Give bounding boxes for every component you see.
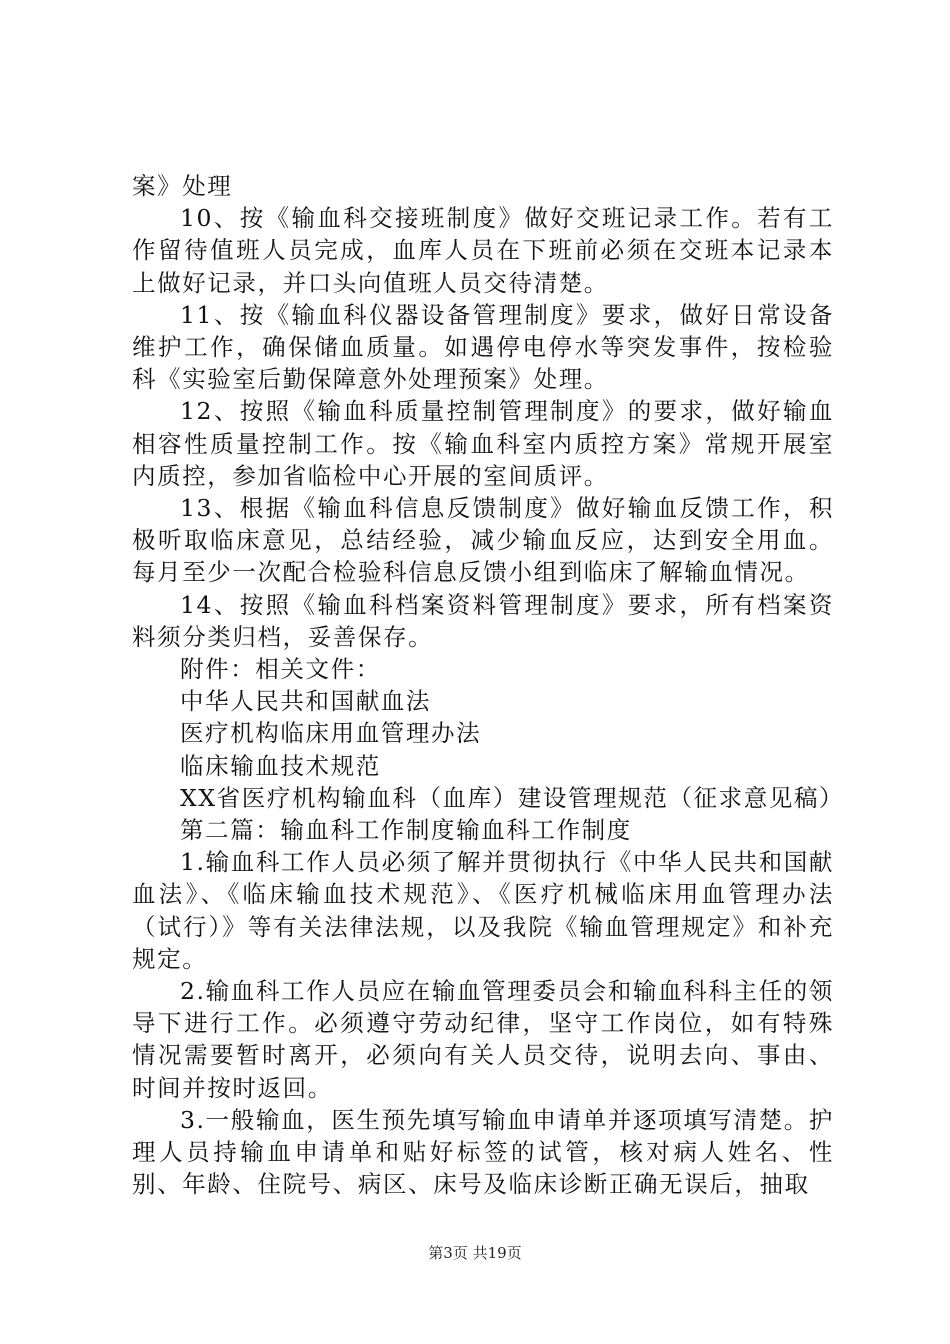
attachment-doc-blood-donation-law: 中华人民共和国献血法 xyxy=(180,687,431,716)
paragraph-rule-3: 3.一般输血，医生预先填写输血申请单并逐项填写清楚。护理人员持输血申请单和贴好标签的试管，核对病人姓名、性别、年龄、住院号、病区、床号及临床诊断正确无误后，抽取 xyxy=(132,1105,834,1199)
attachment-doc-clinical-blood-management: 医疗机构临床用血管理办法 xyxy=(180,719,482,748)
paragraph-rule-2: 2.输血科工作人员应在输血管理委员会和输血科科主任的领导下进行工作。必须遵守劳动纪律，坚守工作岗位，如有特殊情况需要暂时离开，必须向有关人员交待，说明去向、事由、时间并按时返回。 xyxy=(132,977,834,1102)
paragraph-continuation: 案》处理 xyxy=(132,172,233,200)
attachment-doc-provincial-spec: XX省医疗机构输血科（血库）建设管理规范（征求意见稿） xyxy=(180,783,845,812)
attachment-heading: 附件：相关文件： xyxy=(180,655,381,684)
document-body xyxy=(132,170,845,1201)
paragraph-rule-1: 1.输血科工作人员必须了解并贯彻执行《中华人民共和国献血法》、《临床输血技术规范》、《医疗机械临床用血管理办法（试行）》等有关法律法规，以及我院《输血管理规定》和补充规定。 xyxy=(132,848,834,973)
paragraph-item-14: 14、按照《输血科档案资料管理制度》要求，所有档案资料须分类归档，妥善保存。 xyxy=(132,590,834,651)
paragraph-item-11: 11、按《输血科仪器设备管理制度》要求，做好日常设备维护工作，确保储血质量。如遇停电停水等突发事件，按检验科《实验室后勤保障意外处理预案》处理。 xyxy=(132,300,834,394)
attachment-doc-transfusion-technical-spec: 临床输血技术规范 xyxy=(180,751,381,780)
page-number-footer: 第3页 共19页 xyxy=(428,1244,522,1262)
paragraph-item-12: 12、按照《输血科质量控制管理制度》的要求，做好输血相容性质量控制工作。按《输血科室内质控方案》常规开展室内质控，参加省临检中心开展的室间质评。 xyxy=(132,397,834,490)
paragraph-item-13: 13、根据《输血科信息反馈制度》做好输血反馈工作，积极听取临床意见，总结经验，减少输血反应，达到安全用血。每月至少一次配合检验科信息反馈小组到临床了解输血情况。 xyxy=(132,494,834,587)
section-heading-part-two: 第二篇：输血科工作制度输血科工作制度 xyxy=(180,816,632,845)
paragraph-item-10: 10、按《输血科交接班制度》做好交班记录工作。若有工作留待值班人员完成，血库人员在下班前必须在交班本记录本上做好记录，并口头向值班人员交待清楚。 xyxy=(132,204,834,297)
